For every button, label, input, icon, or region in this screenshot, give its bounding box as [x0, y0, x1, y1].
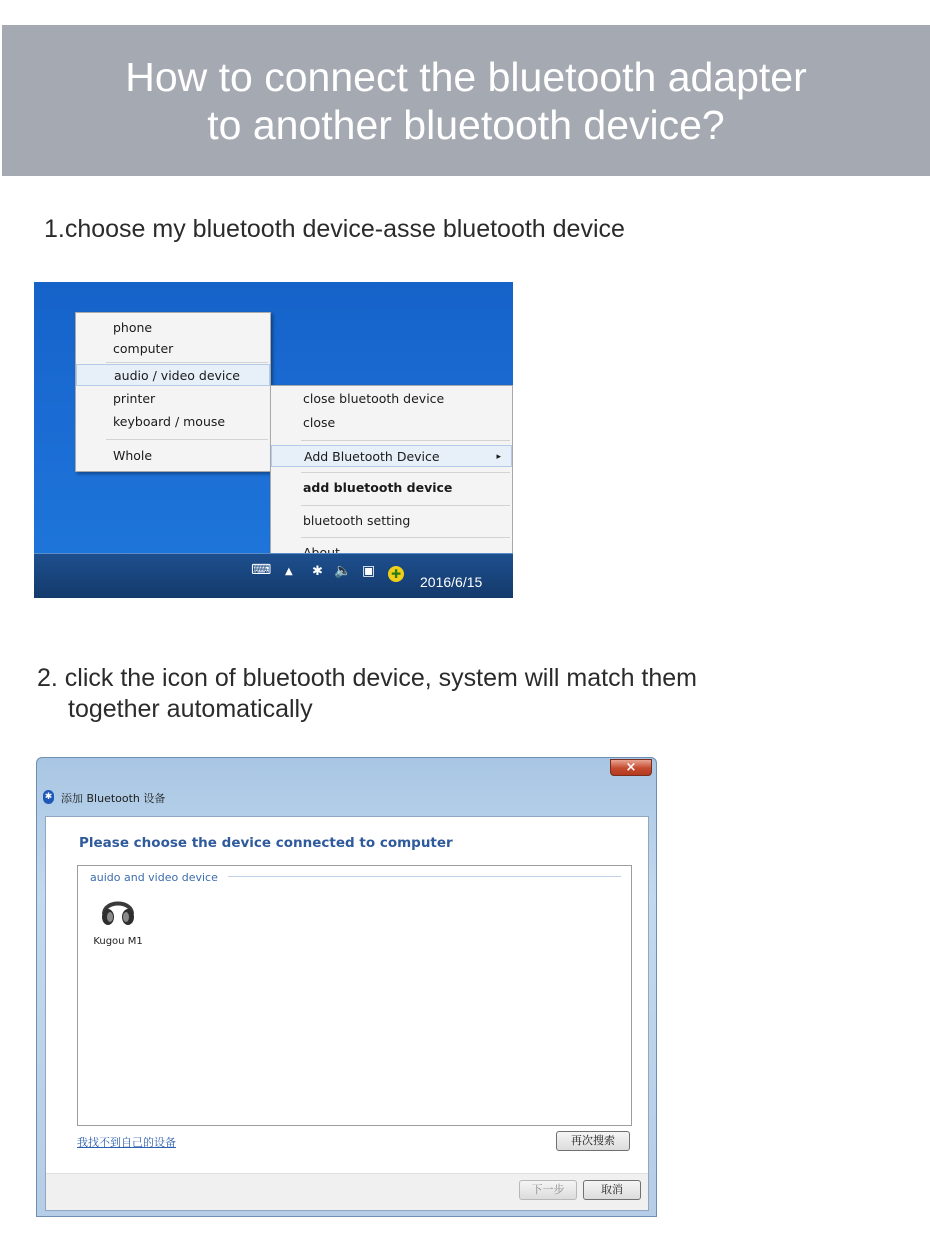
device-group-label: auido and video device — [90, 871, 226, 884]
headphones-icon — [98, 890, 138, 930]
menu-separator — [301, 505, 510, 506]
desktop-screenshot — [34, 282, 513, 598]
taskbar-clock[interactable]: 2016/6/15 — [420, 574, 483, 590]
device-name: Kugou M1 — [93, 936, 143, 947]
dialog-title: 添加 Bluetooth 设备 — [61, 792, 166, 805]
menu-separator — [301, 537, 510, 538]
device-type-menu — [75, 312, 271, 472]
dialog-footer — [46, 1173, 648, 1210]
menu-item-close[interactable]: close — [303, 415, 336, 430]
menu-item-phone[interactable]: phone — [113, 320, 153, 335]
dialog-body — [45, 816, 649, 1211]
volume-icon[interactable]: 🔈 — [334, 563, 352, 579]
add-bluetooth-device-dialog — [36, 757, 657, 1217]
menu-item-keyboard-mouse[interactable]: keyboard / mouse — [113, 414, 226, 429]
show-hidden-icon[interactable]: ▲ — [285, 566, 293, 577]
dialog-heading: Please choose the device connected to computer — [79, 835, 453, 851]
next-button[interactable]: 下一步 — [519, 1180, 577, 1200]
group-divider — [228, 876, 621, 877]
menu-item-computer[interactable]: computer — [113, 341, 174, 356]
step2-text-line1: 2. click the icon of bluetooth device, system will match them — [37, 664, 698, 692]
network-icon[interactable]: ▣ — [362, 563, 376, 579]
menu-separator — [301, 472, 510, 473]
page-title-line2: to another bluetooth device? — [207, 101, 725, 148]
step1-text: 1.choose my bluetooth device-asse bluetooth device — [44, 215, 625, 243]
menu-item-audio-video[interactable]: audio / video device — [76, 364, 270, 386]
cannot-find-device-link[interactable]: 我找不到自己的设备 — [77, 1136, 176, 1149]
menu-item-close-bluetooth-device[interactable]: close bluetooth device — [303, 391, 445, 406]
bluetooth-icon: ✱ — [44, 792, 53, 802]
bluetooth-icon[interactable]: ✱ — [312, 564, 323, 579]
menu-separator — [301, 440, 510, 441]
menu-item-add-bluetooth-device-submenu[interactable] — [271, 445, 512, 467]
taskbar — [34, 553, 513, 598]
menu-item-add-bluetooth-device[interactable]: add bluetooth device — [303, 480, 453, 495]
device-item-kugou-m1[interactable] — [90, 890, 146, 950]
close-button[interactable]: × — [610, 759, 652, 776]
action-center-icon[interactable]: ✚ — [388, 566, 404, 582]
menu-item-printer[interactable]: printer — [113, 391, 156, 406]
keyboard-icon[interactable]: ⌨ — [251, 562, 272, 578]
title-banner — [2, 25, 930, 176]
device-list — [77, 865, 632, 1126]
menu-item-whole[interactable]: Whole — [113, 448, 153, 463]
page-title-line1: How to connect the bluetooth adapter — [125, 53, 807, 100]
menu-item-bluetooth-setting[interactable]: bluetooth setting — [303, 513, 411, 528]
search-again-button[interactable]: 再次搜索 — [556, 1131, 630, 1151]
step2-text-line2: together automatically — [68, 695, 313, 723]
cancel-button[interactable]: 取消 — [583, 1180, 641, 1200]
bluetooth-context-menu — [270, 385, 513, 571]
menu-separator — [106, 362, 268, 363]
submenu-arrow-icon: ▸ — [496, 452, 501, 462]
menu-item-label: Add Bluetooth Device — [304, 449, 440, 464]
menu-separator — [106, 439, 268, 440]
